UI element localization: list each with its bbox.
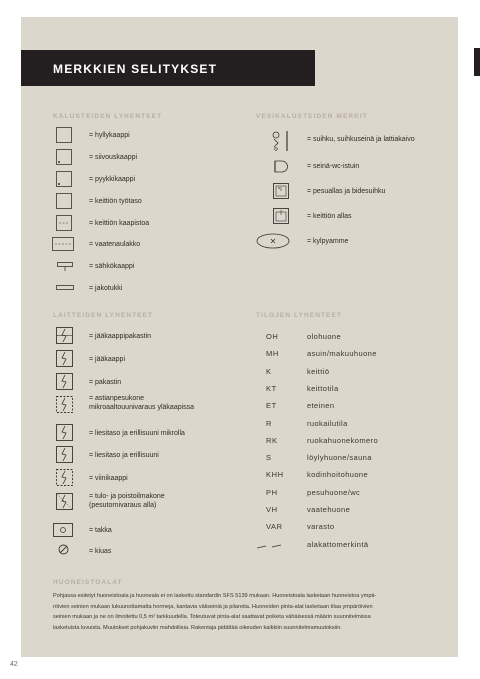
appliance-item-10: = kiuas	[89, 547, 112, 555]
appliance-item-8: = tulo- ja poistoilmakone	[89, 493, 165, 500]
room-abbreviation: VH	[266, 505, 278, 514]
manifold-icon	[56, 285, 74, 291]
washbasin-icon	[273, 183, 289, 199]
dishwasher-icon	[56, 396, 73, 413]
bathtub-icon	[256, 233, 290, 249]
room-abbreviation: KHH	[266, 470, 284, 480]
furniture-item-8: = jakotukki	[89, 284, 123, 292]
room-abbreviation: KT	[266, 383, 277, 393]
room-description: keittiö	[307, 366, 330, 376]
room-description: kodinhoitohuone	[307, 470, 369, 480]
room-abbreviation: VAR	[266, 522, 283, 532]
hob-oven-icon	[56, 446, 73, 463]
appliance-item-6: = liesitaso ja erillisuuni	[89, 451, 159, 459]
floor-area-heading: HUONEISTOALAT	[53, 579, 123, 586]
room-abbreviation: OH	[266, 332, 279, 341]
room-description: ruokahuonekomero	[307, 435, 379, 445]
furniture-item-3: = pyykkikaappi	[89, 175, 136, 183]
wall-wc-icon	[274, 160, 290, 173]
floor-area-line: röivien seinien mukaan lukuunottamatta hormeja, kantavia väliseiniä ja pilareita. Huoneiden pinta-alat lasketaan tilaa ympäröivien	[53, 603, 373, 610]
room-description: vaatehuone	[307, 505, 351, 514]
floor-area-line: lasketuista luvuista. Muutokset pohjakuviin mahdollisia. Rakentaja pidättää oikeuden kaikkiin suunnitelmamuutoksiin.	[53, 624, 342, 631]
room-abbreviation: R	[266, 418, 273, 428]
room-description: eteinen	[307, 401, 335, 411]
room-description: keittotila	[307, 383, 339, 393]
room-abbreviation: K	[266, 366, 272, 376]
room-description: olohuone	[307, 332, 342, 341]
kitchen-worktop-icon	[56, 193, 72, 209]
furniture-item-6: = vaatenaulakko	[89, 240, 141, 248]
cleaning-cabinet-icon	[56, 149, 72, 165]
floor-area-text	[53, 591, 448, 633]
furniture-item-2: = siivouskaappi	[89, 153, 138, 161]
furniture-item-1: = hyllykaappi	[89, 131, 130, 139]
room-abbreviation: ET	[266, 401, 277, 411]
room-abbreviation: PH	[266, 487, 278, 497]
room-description: asuin/makuuhuone	[307, 349, 377, 359]
furniture-item-7: = sähkökaappi	[89, 262, 135, 270]
plumbing-item-4: = keittiön allas	[307, 212, 352, 220]
plumbing-item-1: = suihku, suihkuseinä ja lattiakaivo	[307, 135, 415, 143]
shower-icon	[270, 130, 292, 152]
fridge-freezer-icon	[56, 327, 73, 344]
appliance-item-8-note: (pesutornivaraus alla)	[89, 502, 157, 509]
rooms-heading: TILOJEN LYHENTEET	[256, 312, 342, 319]
fireplace-icon	[53, 523, 73, 537]
sauna-stove-icon	[58, 544, 69, 555]
plumbing-item-3: = pesuallas ja bidesuihku	[307, 187, 386, 195]
furniture-heading: KALUSTEIDEN LYHENTEET	[53, 113, 163, 120]
appliance-item-4-note: mikroaaltouunivaraus yläkaapissa	[89, 404, 195, 411]
room-description: alakattomerkintä	[307, 539, 369, 549]
plumbing-item-5: = kylpyamme	[307, 237, 349, 245]
room-description: löylyhuone/sauna	[307, 453, 372, 463]
laundry-cabinet-icon	[56, 171, 72, 187]
freezer-icon	[56, 373, 73, 390]
appliance-item-2: = jääkaappi	[89, 355, 126, 363]
lowered-ceiling-icon	[257, 544, 283, 550]
appliance-item-7: = viinikaappi	[89, 474, 128, 482]
kitchen-cabinet-icon	[56, 215, 72, 231]
appliance-item-4: = astianpesukone	[89, 395, 145, 402]
ventilation-unit-icon	[56, 493, 73, 510]
kitchen-sink-icon	[273, 208, 289, 224]
appliance-item-5: = liesitaso ja erillisuuni mikrolla	[89, 429, 185, 437]
furniture-item-4: = keittiön työtaso	[89, 197, 142, 205]
title-bar	[21, 50, 315, 86]
plumbing-heading: VESIKALUSTEIDEN MERKIT	[256, 113, 368, 120]
room-description: varasto	[307, 522, 335, 532]
room-abbreviation: MH	[266, 349, 279, 359]
room-abbreviation: S	[266, 453, 272, 463]
plumbing-item-2: = seinä-wc-istuin	[307, 162, 360, 170]
furniture-item-5: = keittiön kaapistoa	[89, 219, 150, 227]
fridge-icon	[56, 350, 73, 367]
shelf-cabinet-icon	[56, 127, 72, 143]
page-number: 42	[10, 661, 18, 668]
wine-cabinet-icon	[56, 469, 73, 486]
appliances-heading: LAITTEIDEN LYHENTEET	[53, 312, 154, 319]
room-abbreviation: RK	[266, 435, 278, 445]
appliance-item-3: = pakastin	[89, 378, 122, 386]
hob-oven-microwave-icon	[56, 424, 73, 441]
floor-area-line: Pohjassa esitetyt huoneistoala ja huoneala ei on laskettu standardin SFS 5139 mukaan. Huoneistoala lasketaan huoneistoa ympä-	[53, 593, 377, 599]
floor-area-line: seinien mukaan ja ne on ilmoitettu 0,5 m² tarkkuudella. Toteutuvat pinta-alat saattavat poiketa vähäisessä määrin suunnitelmissa	[53, 614, 371, 620]
appliance-item-9: = takka	[89, 526, 112, 534]
page-title: MERKKIEN SELITYKSET	[53, 62, 218, 76]
room-description: ruokailutila	[307, 418, 348, 428]
coat-rack-icon	[52, 237, 74, 251]
appliance-item-1: = jääkaappipakastin	[89, 332, 152, 340]
room-description: pesuhuone/wc	[307, 487, 361, 497]
electrical-cabinet-icon	[57, 262, 73, 272]
page-edge-tab	[474, 48, 480, 76]
